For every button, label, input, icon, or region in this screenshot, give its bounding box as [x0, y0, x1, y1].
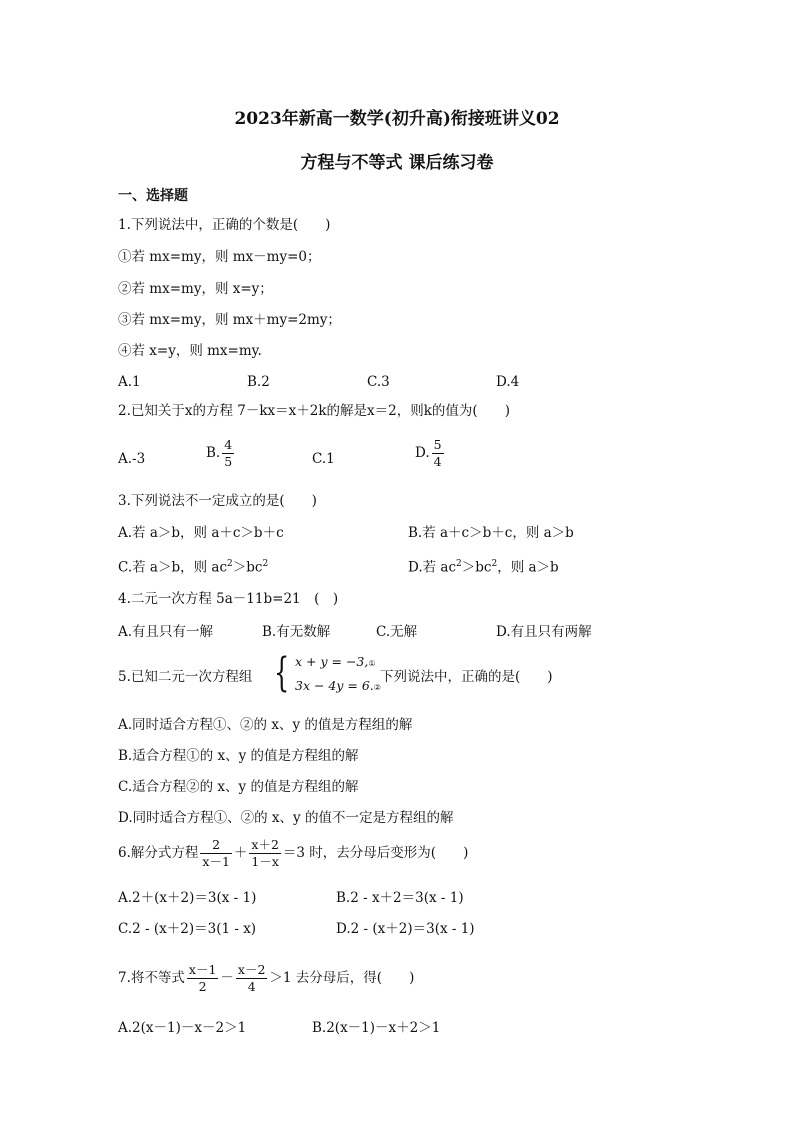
- equation-2-mark: ②: [373, 683, 381, 692]
- q6-stem: [118, 837, 468, 870]
- fraction-numerator: 4: [224, 437, 233, 452]
- q6-fraction-1: [200, 837, 232, 870]
- q1-option-c: C.3: [367, 374, 390, 390]
- q6-option-c: C.2 - (x＋2)＝3(1 - x): [118, 921, 257, 937]
- q6-option-a: A.2＋(x＋2)＝3(x - 1): [118, 890, 257, 906]
- plus-sign: ＋: [233, 845, 248, 861]
- q4-option-d: D.有且只有两解: [496, 624, 592, 640]
- q1-option-d: D.4: [496, 374, 520, 390]
- equation-2: [295, 675, 381, 699]
- q6-option-d: D.2 - (x＋2)＝3(x - 1): [336, 921, 475, 937]
- q1-statement-4: ④若 x=y，则 mx=my.: [118, 343, 262, 359]
- q7-fraction-2: [236, 962, 268, 995]
- document-subtitle: 方程与不等式 课后练习卷: [300, 153, 494, 173]
- fraction-denominator: 4: [247, 979, 256, 994]
- q3-stem: 3.下列说法不一定成立的是( ): [118, 493, 317, 509]
- q5-stem-prefix: 5.已知二元一次方程组: [118, 669, 253, 685]
- fraction-denominator: 5: [224, 454, 233, 469]
- q3-option-d: [408, 555, 559, 577]
- equation-1: [295, 651, 381, 675]
- fraction-numerator: 5: [433, 437, 442, 452]
- q4-option-c: C.无解: [376, 624, 418, 640]
- fraction-numerator: x－2: [237, 962, 266, 977]
- q2-option-b-fraction: [222, 437, 234, 470]
- exponent: 2: [491, 559, 498, 569]
- fraction-numerator: 2: [200, 837, 232, 854]
- equation-2-text: 3x − 4y = 6.: [295, 678, 374, 693]
- q4-option-b: B.有无数解: [262, 624, 331, 640]
- q2-option-b: [206, 437, 236, 470]
- q1-statement-2: ②若 mx=my，则 x=y；: [118, 281, 273, 297]
- equation-system: [285, 651, 381, 699]
- q1-statement-3: ③若 mx=my，则 mx＋my=2my；: [118, 312, 341, 328]
- q3-option-a: A.若 a＞b，则 a＋c＞b＋c: [118, 525, 284, 541]
- q5-option-c: C.适合方程②的 x、y 的值是方程组的解: [118, 779, 359, 795]
- q6-stem-prefix: 6.解分式方程: [118, 845, 199, 861]
- document-title: 2023年新高一数学(初升高)衔接班讲义02: [234, 109, 560, 129]
- q5-option-d: D.同时适合方程①、②的 x、y 的值不一定是方程组的解: [118, 810, 454, 826]
- q6-fraction-2: [249, 837, 281, 870]
- exponent: 2: [262, 559, 269, 569]
- fraction-denominator: x－1: [202, 854, 230, 869]
- minus-sign: －: [220, 970, 234, 986]
- q1-statement-1: ①若 mx=my，则 mx－my=0；: [118, 249, 321, 265]
- q2-stem: 2.已知关于x的方程 7－kx＝x＋2k的解是x＝2，则k的值为( ): [118, 403, 510, 419]
- q1-option-a: A.1: [118, 374, 141, 390]
- q5-option-a: A.同时适合方程①、②的 x、y 的值是方程组的解: [118, 717, 413, 733]
- equation-1-mark: ①: [368, 659, 376, 668]
- q4-option-a: A.有且只有一解: [118, 624, 214, 640]
- q2-option-c: C.1: [312, 451, 335, 467]
- fraction-denominator: 1－x: [251, 854, 279, 869]
- equation-1-text: x + y = −3,: [295, 654, 369, 669]
- q5-option-b: B.适合方程①的 x、y 的值是方程组的解: [118, 748, 359, 764]
- q7-stem-suffix: ＞1 去分母后，得( ): [269, 970, 415, 986]
- q7-stem: [118, 962, 414, 995]
- q7-stem-prefix: 7.将不等式: [118, 970, 185, 986]
- q3-option-d-text-3: ，则 a＞b: [497, 559, 559, 576]
- fraction-numerator: x＋2: [251, 837, 279, 852]
- q7-fraction-1: [187, 962, 219, 995]
- q2-option-d-fraction: [432, 437, 444, 470]
- system-brace: {: [274, 650, 290, 696]
- q1-option-b: B.2: [247, 374, 270, 390]
- q2-option-b-label: B.: [206, 445, 221, 461]
- q2-option-d: [415, 437, 446, 470]
- q3-option-c-text: C.若 a＞b，则 ac: [118, 559, 228, 576]
- fraction-denominator: 4: [433, 454, 442, 469]
- q3-option-c-text-2: ＞bc: [232, 559, 263, 576]
- exponent: 2: [456, 559, 462, 569]
- q2-option-a: A.-3: [118, 451, 146, 467]
- section-heading: 一、选择题: [118, 188, 188, 204]
- q6-option-b: B.2 - x＋2＝3(x - 1): [336, 890, 464, 906]
- q3-option-d-text: D.若 ac: [408, 559, 457, 576]
- q3-option-d-text-2: ＞bc: [461, 559, 492, 576]
- fraction-numerator: x－1: [188, 962, 217, 977]
- exponent: 2: [227, 559, 233, 569]
- q3-option-b: B.若 a＋c＞b＋c，则 a＞b: [408, 525, 574, 541]
- q7-option-b: B.2(x－1)－x＋2＞1: [312, 1020, 441, 1036]
- q7-option-a: A.2(x－1)－x－2＞1: [118, 1020, 247, 1036]
- fraction-denominator: 2: [198, 979, 207, 994]
- q2-option-d-label: D.: [415, 445, 430, 461]
- q1-stem: 1.下列说法中，正确的个数是( ): [118, 217, 331, 233]
- q6-stem-suffix: ＝3 时，去分母后变形为( ): [282, 845, 469, 861]
- q4-stem: 4.二元一次方程 5a－11b=21 ( ): [118, 591, 339, 607]
- q3-option-c: [118, 555, 268, 577]
- q5-stem-suffix: 下列说法中，正确的是( ): [380, 669, 553, 685]
